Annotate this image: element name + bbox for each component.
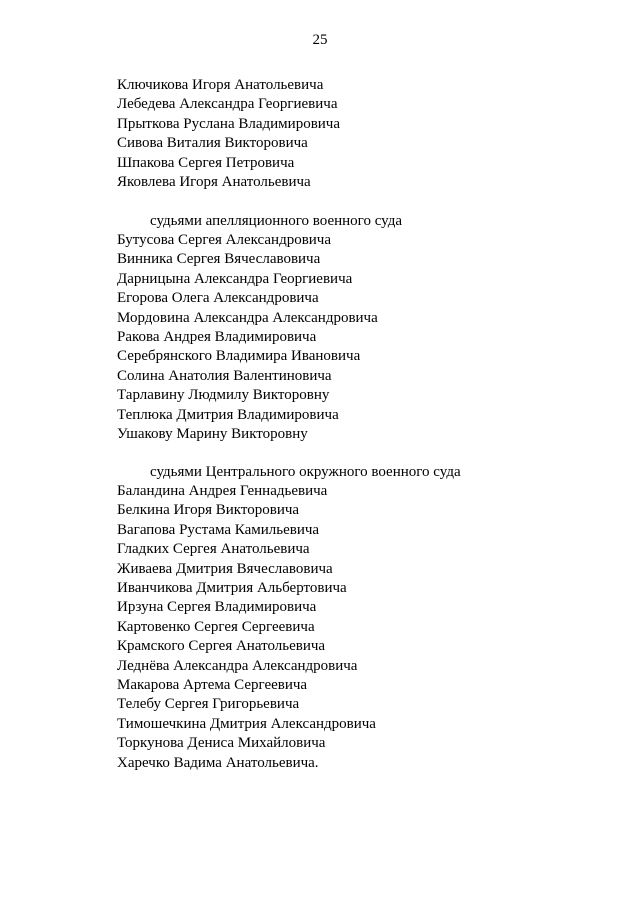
list-item: Тимошечкина Дмитрия Александровича [117,715,376,732]
list-item: Бутусова Сергея Александровича [117,232,332,248]
list-item: Тарлавину Людмилу Викторовну [117,387,330,404]
list-item: Солина Анатолия Валентиновича [117,367,332,384]
appeal-court-name-list [117,231,378,444]
list-item: Баландина Андрея Геннадьевича [117,483,328,499]
list-item: Прыткова Руслана Владимировича [117,115,341,132]
intro-name-list [117,76,340,192]
list-item: Сивова Виталия Викторовича [117,135,308,152]
list-item: Мордовина Александра Александровича [117,309,378,326]
list-item: Крамского Сергея Анатольевича [117,638,326,655]
list-item: Леднёва Александра Александровича [117,657,358,674]
appeal-court-heading: судьями апелляционного военного суда [150,213,403,229]
central-court-name-list [117,482,376,773]
list-item: Харечко Вадима Анатольевича. [117,754,319,771]
list-item: Теплюка Дмитрия Владимировича [117,406,339,423]
list-item: Иванчикова Дмитрия Альбертовича [117,580,347,597]
list-item: Лебедева Александра Георгиевича [117,96,338,113]
list-item: Ирзуна Сергея Владимировича [117,599,317,616]
central-court-heading: судьями Центрального окружного военного суда [150,464,461,480]
list-item: Ушакову Марину Викторовну [117,426,308,443]
list-item: Шпакова Сергея Петровича [117,154,295,171]
list-item: Серебрянского Владимира Ивановича [117,348,361,365]
list-item: Ракова Андрея Владимировича [117,329,317,346]
list-item: Картовенко Сергея Сергеевича [117,618,315,635]
list-item: Егорова Олега Александровича [117,290,319,307]
list-item: Вагапова Рустама Камильевича [117,521,320,538]
list-item: Телебу Сергея Григорьевича [117,696,300,713]
list-item: Живаева Дмитрия Вячеславовича [117,560,333,577]
list-item: Винника Сергея Вячеславовича [117,251,321,268]
list-item: Белкина Игоря Викторовича [117,502,300,519]
list-item: Макарова Артема Сергеевича [117,677,308,694]
list-item: Ключикова Игоря Анатольевича [117,77,324,93]
list-item: Дарницына Александра Георгиевича [117,270,353,287]
list-item: Яковлева Игоря Анатольевича [117,174,311,191]
list-item: Гладких Сергея Анатольевича [117,541,310,558]
page-number: 25 [312,32,328,48]
list-item: Торкунова Дениса Михайловича [117,735,326,752]
